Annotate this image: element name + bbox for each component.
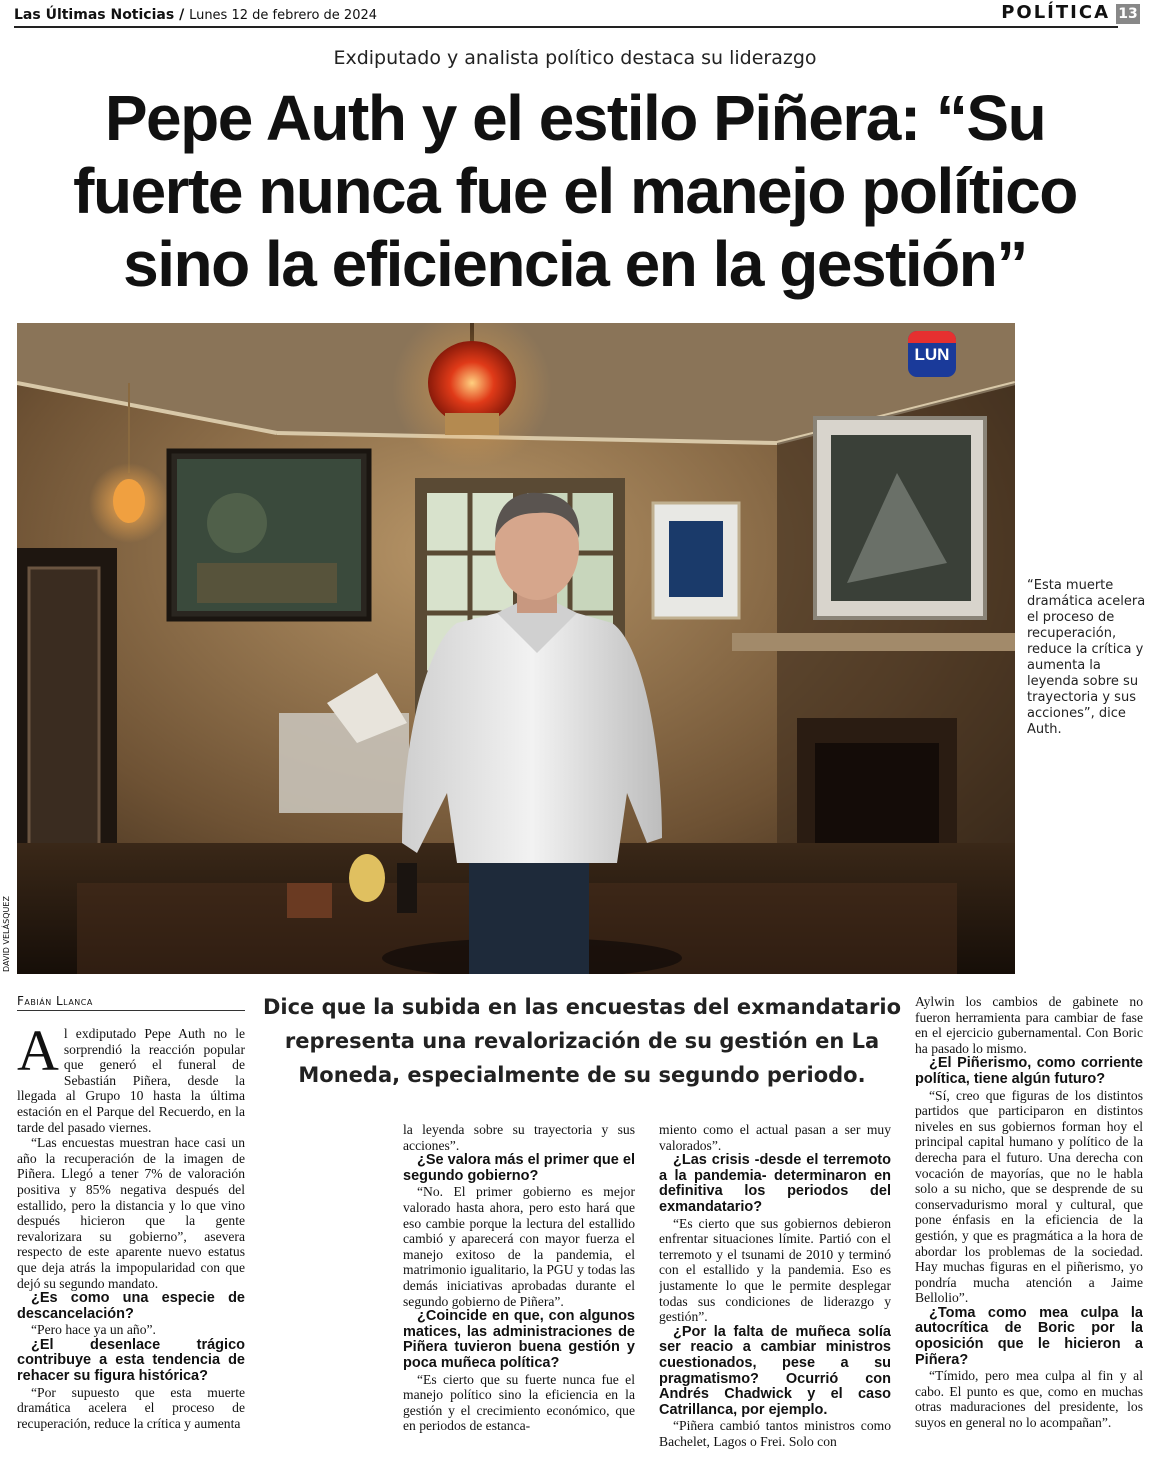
photo-caption: “Esta muerte dramática acelera el proceso de recuperación, reduce la crítica y aumenta la leyenda sobre su trayectoria y sus acciones”, dice Auth. — [1027, 578, 1146, 737]
interview-question: ¿Las crisis -desde el terremoto a la pandemia- determinaron en definitiva los periodos del exmandatario? — [659, 1152, 891, 1215]
drop-cap: A — [17, 1026, 59, 1083]
masthead-separator: / — [179, 7, 185, 23]
interview-answer: “Piñera cambió tantos ministros como Bachelet, Lagos o Frei. Solo con — [659, 1418, 891, 1449]
masthead — [14, 7, 377, 23]
continued-text: Aylwin los cambios de gabinete no fueron herramienta para cambiar de fase en el ejercicio gubernamental. Con Boric ha pasado lo mismo. — [915, 994, 1143, 1056]
paper-name: Las Últimas Noticias — [14, 7, 175, 23]
header-rule — [14, 26, 1118, 28]
page-number: 13 — [1116, 4, 1140, 24]
pull-quote: Dice que la subida en las encuestas del exmandatario representa una revalorización de su gestión en La Moneda, especialmente de su segundo periodo. — [262, 995, 902, 1087]
interview-answer: “Es cierto que su fuerte nunca fue el manejo político sino la eficiencia en la gestión y el crecimiento económico, que en periodos de estanca- — [403, 1371, 635, 1434]
article-column-2 — [403, 1122, 635, 1456]
interview-answer: “No. El primer gobierno es mejor valorado hasta ahora, pero esto hará que eso cambie porque la lectura del estallido cambió y aparecerá con mayor fuerza el manejo exitoso de la pandemia, el matrimonio igualitario, la PGU y todas las demás iniciativas aprobadas durante el segundo gobierno de Piñera”. — [403, 1184, 635, 1309]
lun-logo — [908, 331, 956, 377]
interview-question: ¿Se valora más el primer que el segundo gobierno? — [403, 1152, 635, 1184]
paragraph: “Las encuestas muestran hace casi un año la recuperación de la imagen de Piñera. Llegó a tener 7% de valoración positiva y 85% negativa después del estallido, pero la distancia y lo que vino después hicieron que la gente revalorizara su gobierno”, asevera respecto de este aparente nuevo estatus que deja atrás la impopularidad con que dejó su segundo mandato. — [17, 1135, 245, 1291]
interview-question: ¿Por la falta de muñeca solía ser reacio a cambiar ministros cuestionados, pese a su pragmatismo? Ocurrió con Andrés Chadwick y el caso Catrillanca, por ejemplo. — [659, 1323, 891, 1418]
interview-answer: “Por supuesto que esta muerte dramática acelera el proceso de recuperación, reduce la crítica y aumenta — [17, 1384, 245, 1431]
byline: Fabián Llanca — [17, 994, 245, 1011]
kicker: Exdiputado y analista político destaca su liderazgo — [333, 47, 817, 69]
interview-answer: “Es cierto que sus gobiernos debieron enfrentar situaciones límite. Partió con el terremoto y el tsunami de 2010 y terminó con el estallido y la pandemia. Eso es justamente lo que le permite desplegar todas sus condiciones de liderazgo y gestión”. — [659, 1215, 891, 1325]
section-label: POLÍTICA — [1001, 2, 1110, 23]
interview-question: ¿El Piñerismo, como corriente política, tiene algún futuro? — [915, 1055, 1143, 1087]
continued-text: la leyenda sobre su trayectoria y sus acciones”. — [403, 1122, 635, 1153]
interview-answer: “Sí, creo que figuras de los distintos partidos que participaron en distintos niveles en sus gobiernos forman hoy el principal capital humano y político de la derecha para el futuro. Una derecha con vocación de mayorías, que no le habla solo a su nicho, que se desprende de su conservadurismo moral y cultural, que pone énfasis en la eficiencia de la gestión, y que es pragmática a la hora de abordar los problemas de la sociedad. Hay muchas figuras en el piñerismo, yo pondría mucha atención a Jaime Bellolio”. — [915, 1087, 1143, 1306]
continued-text: miento como el actual pasan a ser muy valorados”. — [659, 1122, 891, 1153]
interview-question: ¿Toma como mea culpa la autocrítica de Boric por la oposición que le hicieron a Piñera? — [915, 1304, 1143, 1368]
issue-date: Lunes 12 de febrero de 2024 — [189, 8, 378, 23]
photo-credit-text: DAVID VELÁSQUEZ — [2, 896, 11, 972]
interview-question: ¿El desenlace trágico contribuye a esta tendencia de rehacer su figura histórica? — [17, 1336, 245, 1385]
headline: Pepe Auth y el estilo Piñera: “Su fuerte nunca fue el manejo político sino la eficiencia en la gestión” — [73, 82, 1077, 300]
photo-credit — [2, 892, 14, 972]
interview-question: ¿Es como una especie de descancelación? — [17, 1290, 245, 1322]
article-photo — [17, 323, 1015, 974]
interview-answer: “Pero hace ya un año”. — [31, 1322, 156, 1338]
lun-logo-text: LUN — [914, 345, 950, 364]
article-column-3 — [659, 1122, 891, 1456]
lun-logo-stripe — [908, 331, 956, 343]
article-column-4 — [915, 994, 1143, 1456]
interview-answer: “Tímido, pero mea culpa al fin y al cabo. El punto es que, como en muchas otras maduraciones del presidente, los suyos en general no lo acompañan”. — [915, 1368, 1143, 1431]
lead-paragraph: l exdiputado Pepe Auth no le sorprendió la reacción popular que generó el funeral de Sebastián Piñera, desde la llegada al Grupo 10 hasta la última estación en el Parque del Recuerdo, en la tarde del pasado viernes. — [17, 1026, 245, 1135]
article-column-1 — [17, 1026, 245, 1456]
interview-question: ¿Coincide en que, con algunos matices, las administraciones de Piñera tuvieron buena gestión y poca muñeca política? — [403, 1308, 635, 1371]
